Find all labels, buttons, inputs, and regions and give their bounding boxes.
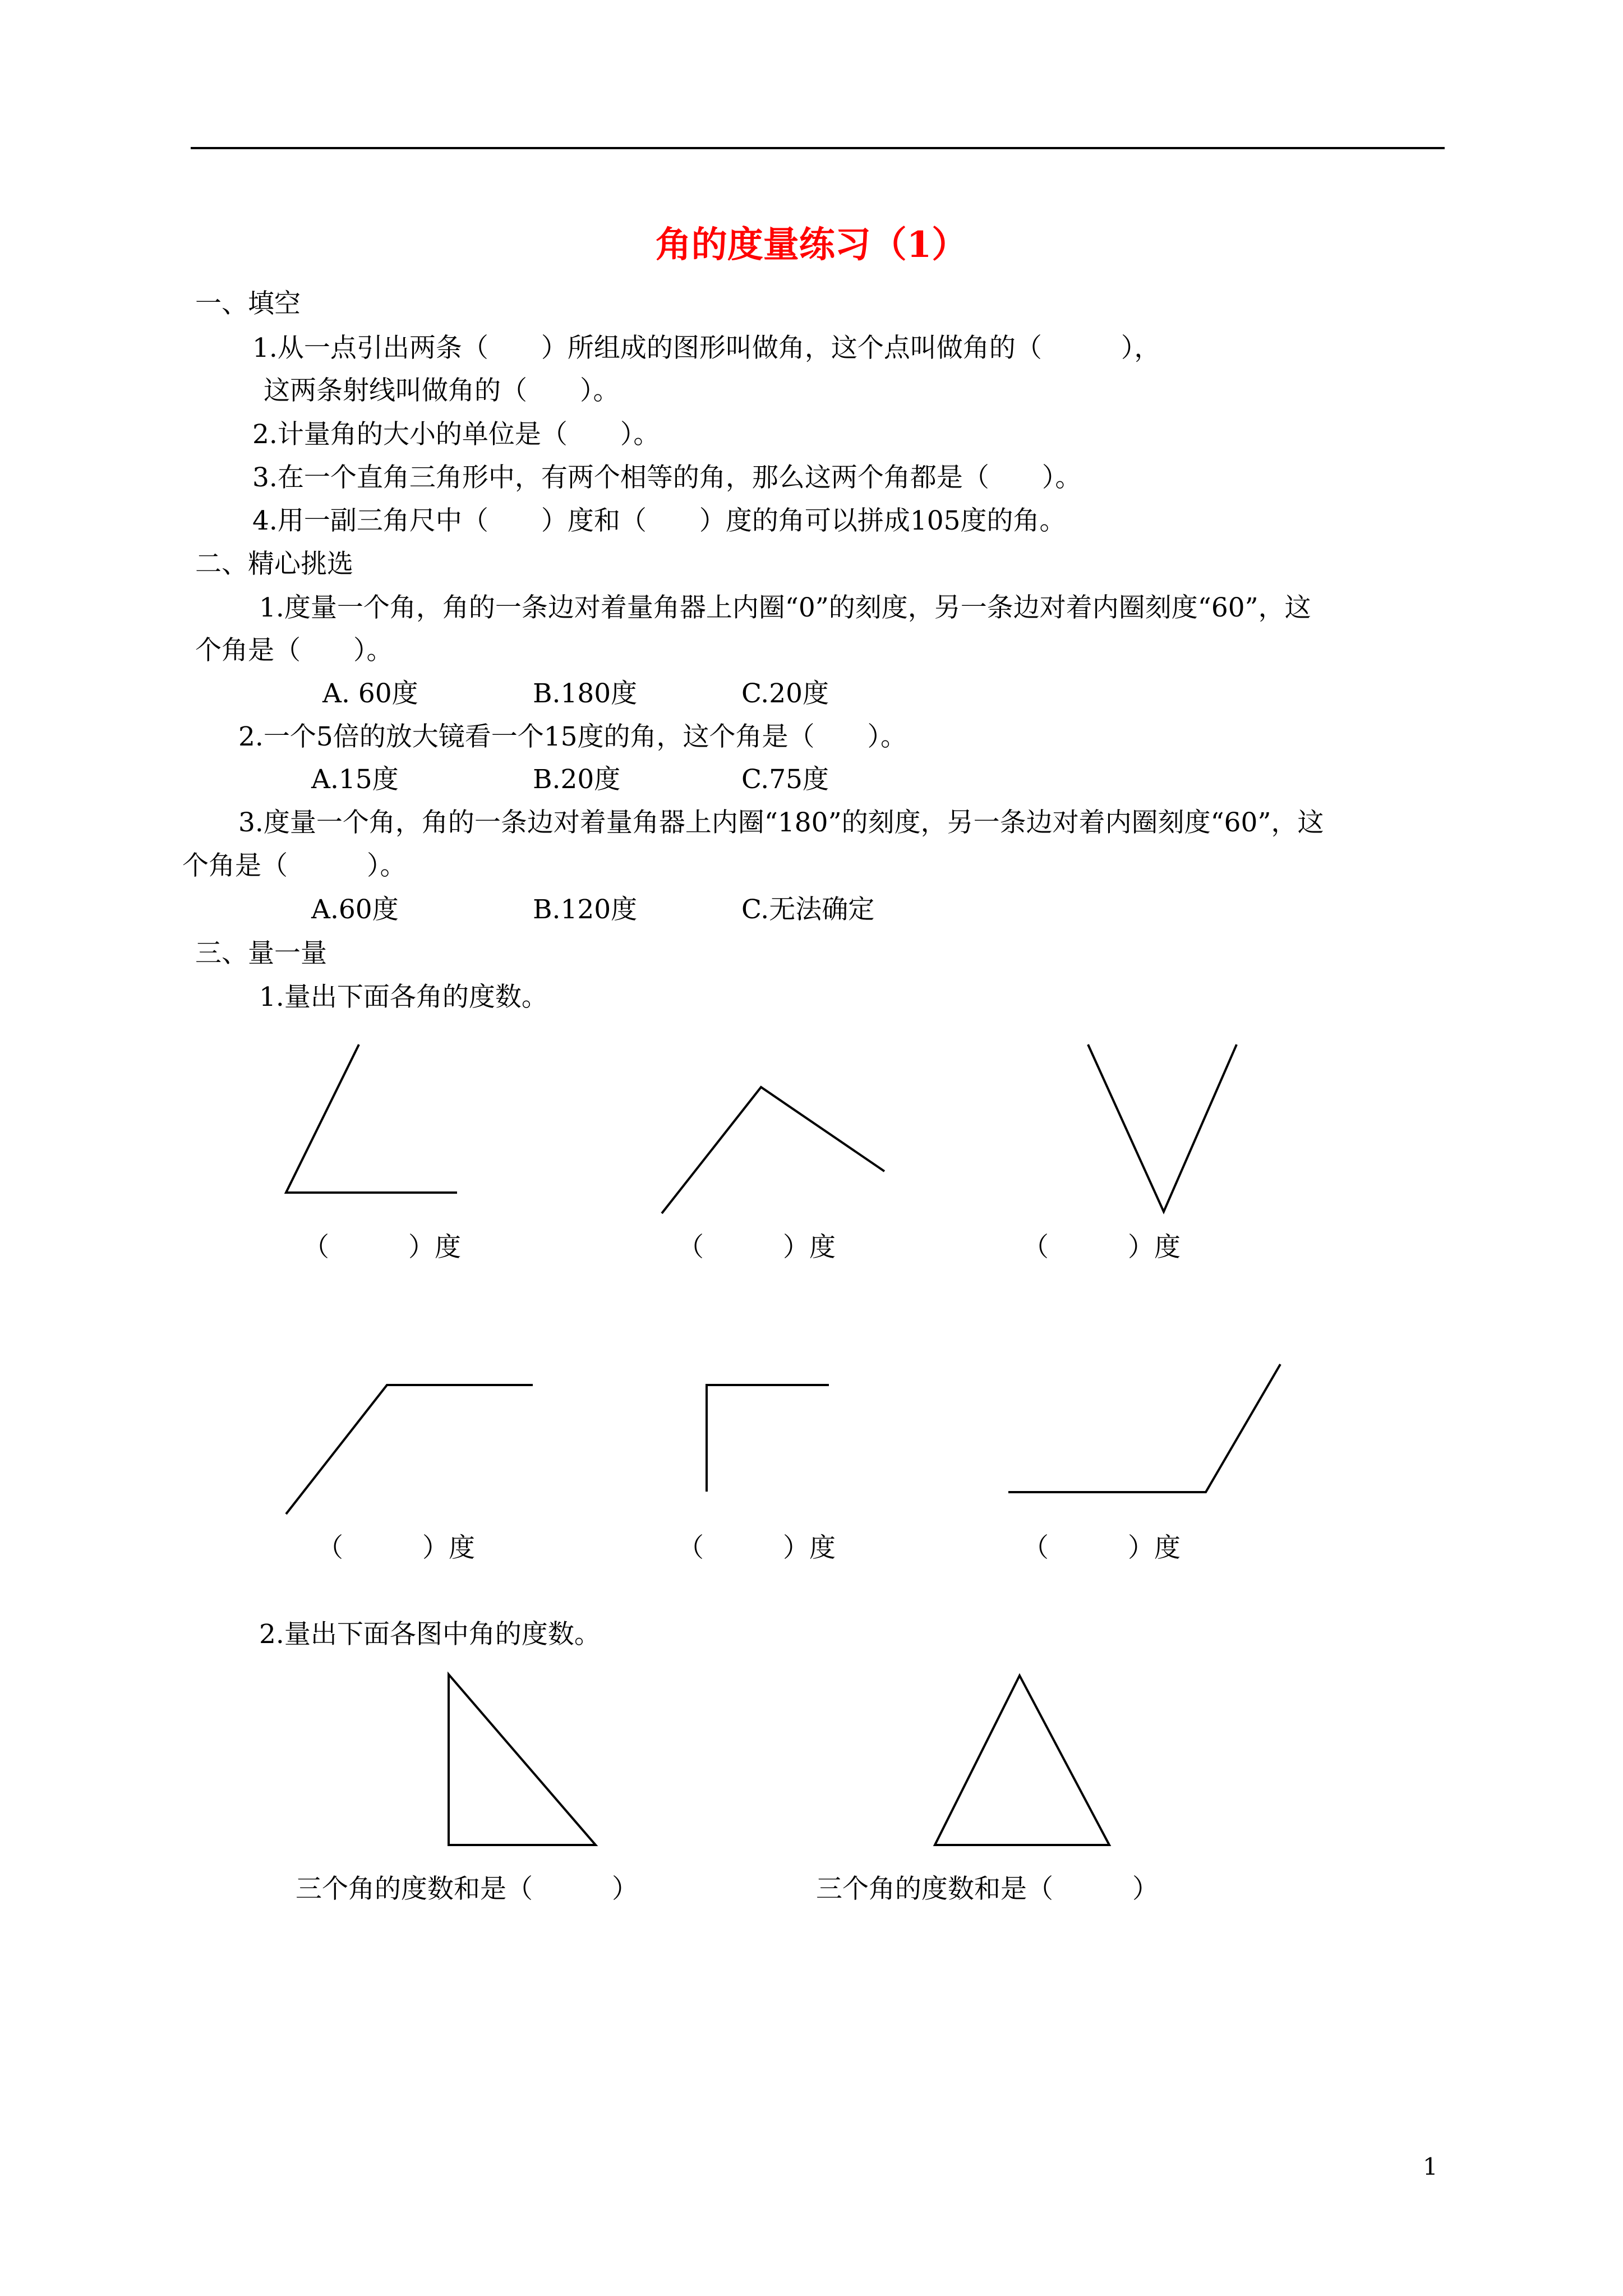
angle-2-answer: （ ）度: [677, 1232, 836, 1263]
angle-4-answer: （ ）度: [317, 1533, 475, 1563]
section1-q4: 4.用一副三角尺中（ ）度和（ ）度的角可以拼成105度的角。: [252, 505, 1066, 536]
section1-q2: 2.计量角的大小的单位是（ ）。: [252, 419, 660, 450]
triangle-1-answer: 三个角的度数和是（ ）: [296, 1874, 638, 1904]
angle-figure-6: [1008, 1364, 1280, 1492]
section2-q1-option-b: B.180度: [533, 678, 638, 709]
triangle-2-answer: 三个角的度数和是（ ）: [816, 1874, 1159, 1904]
right-triangle-figure: [449, 1674, 596, 1845]
section1-heading: 一、填空: [195, 288, 301, 319]
equilateral-triangle-figure: [935, 1676, 1109, 1845]
section2-q2-option-b: B.20度: [533, 764, 621, 795]
section3-q2: 2.量出下面各图中角的度数。: [259, 1619, 601, 1650]
section2-q1-line2: 个角是（ ）。: [195, 635, 393, 666]
page-number: 1: [1423, 2153, 1438, 2180]
section2-q1-line1: 1.度量一个角，角的一条边对着量角器上内圈“0”的刻度，另一条边对着内圈刻度“60”，这: [259, 592, 1311, 623]
angle-1-answer: （ ）度: [303, 1232, 461, 1263]
section2-q3-line1: 3.度量一个角，角的一条边对着量角器上内圈“180”的刻度，另一条边对着内圈刻度“60”，这: [238, 807, 1324, 838]
section1-q1-line1: 1.从一点引出两条（ ）所组成的图形叫做角，这个点叫做角的（ ），: [252, 333, 1161, 364]
section1-q1-line2: 这两条射线叫做角的（ ）。: [264, 375, 620, 406]
angle-figure-2: [662, 1087, 884, 1213]
section2-heading: 二、精心挑选: [195, 549, 353, 579]
angle-figure-1: [286, 1045, 457, 1193]
angle-5-answer: （ ）度: [677, 1533, 836, 1563]
section2-q3-option-a: A.60度: [311, 894, 399, 925]
section2-q1-option-a: A. 60度: [322, 678, 418, 709]
angle-6-answer: （ ）度: [1022, 1533, 1181, 1563]
section1-q3: 3.在一个直角三角形中，有两个相等的角，那么这两个角都是（ ）。: [252, 462, 1082, 493]
section3-q1: 1.量出下面各角的度数。: [259, 982, 548, 1013]
page-title: 角的度量练习（1）: [655, 224, 968, 266]
section2-q3-option-c: C.无法确定: [741, 894, 875, 925]
angle-3-answer: （ ）度: [1022, 1232, 1181, 1263]
section2-q2-option-a: A.15度: [311, 764, 399, 795]
section2-q1-option-c: C.20度: [741, 678, 829, 709]
angle-figure-3: [1088, 1045, 1237, 1212]
section3-heading: 三、量一量: [195, 938, 327, 969]
section2-q3-option-b: B.120度: [533, 894, 638, 925]
section2-q3-line2: 个角是（ ）。: [182, 850, 407, 881]
angle-figure-4: [286, 1385, 533, 1514]
angle-figure-5: [707, 1385, 829, 1492]
section2-q2-option-c: C.75度: [741, 764, 829, 795]
section2-q2: 2.一个5倍的放大镜看一个15度的角，这个角是（ ）。: [238, 721, 907, 752]
